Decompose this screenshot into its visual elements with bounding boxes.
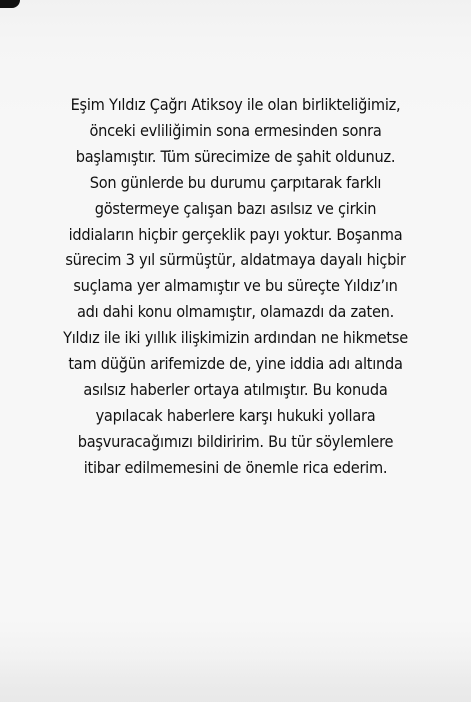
top-corner-shape xyxy=(0,0,20,8)
statement-line-2: önceki evliliğimin sona ermesinden sonra xyxy=(89,120,382,140)
statement-line-5: göstermeye çalışan bazı asılsız ve çirkin xyxy=(94,198,377,218)
statement-line-1: Eşim Yıldız Çağrı Atiksoy ile olan birlikteliğimiz, xyxy=(70,95,401,114)
statement-line-14: başvuracağımızı bildiririm. Bu tür söylemlere xyxy=(77,431,394,451)
statement-line-9: adı dahi konu olmamıştır, olamazdı da zaten. xyxy=(76,302,395,322)
bottom-fade xyxy=(0,658,471,702)
statement-text xyxy=(42,92,429,481)
statement-line-4: Son günlerde bu durumu çarpıtarak farklı xyxy=(89,172,382,192)
statement-line-6: iddiaların hiçbir gerçeklik payı yoktur. Boşanma xyxy=(68,224,403,244)
statement-line-10: Yıldız ile iki yıllık ilişkimizin ardından ne hikmetse xyxy=(63,328,408,348)
statement-line-3: başlamıştır. Tüm sürecimize de şahit oldunuz. xyxy=(75,146,396,166)
statement-line-11: tam düğün arifemizde de, yine iddia adı altında xyxy=(68,354,403,374)
statement-line-8: suçlama yer almamıştır ve bu süreçte Yıldız’ın xyxy=(73,276,398,296)
statement-line-13: yapılacak haberlere karşı hukuki yollara xyxy=(95,405,376,425)
statement-line-7: sürecim 3 yıl sürmüştür, aldatmaya dayalı hiçbir xyxy=(65,250,406,270)
statement-line-12: asılsız haberler ortaya atılmıştır. Bu konuda xyxy=(83,379,388,399)
statement-line-15: itibar edilmemesini de önemle rica ederim. xyxy=(83,457,388,477)
